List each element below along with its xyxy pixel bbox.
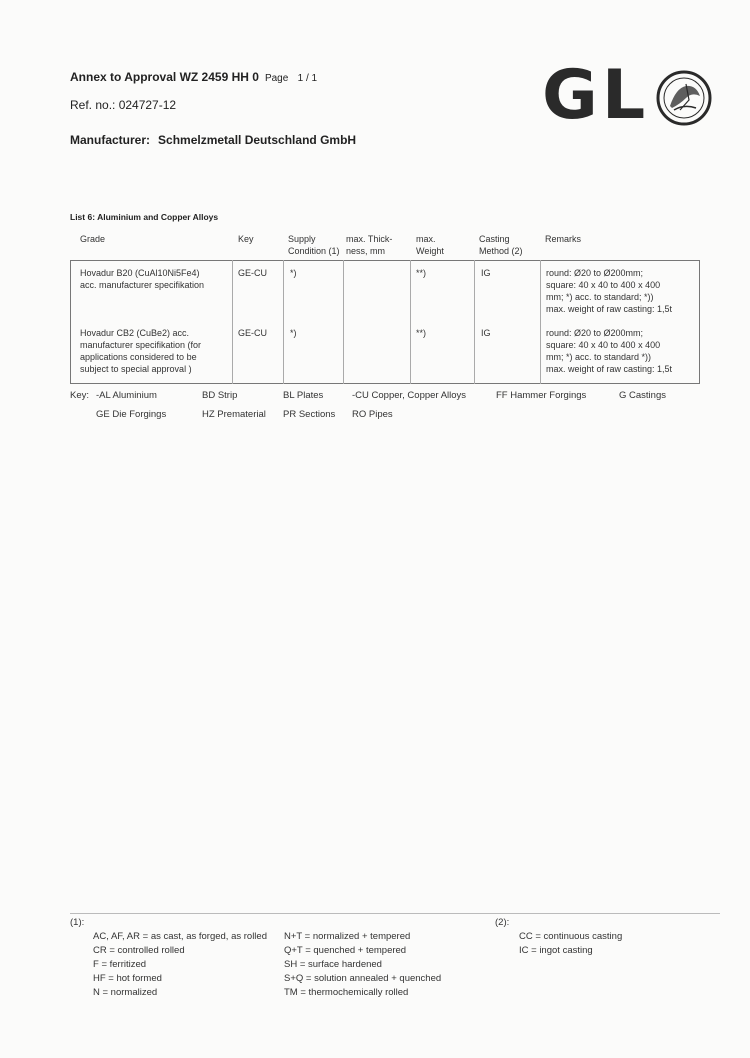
key-item: G Castings <box>619 390 666 401</box>
row-supply: *) <box>290 268 297 278</box>
row-key: GE-CU <box>238 328 267 338</box>
column-header-thickness-line2: ness, mm <box>346 246 386 256</box>
footnote-entry: N+T = normalized + tempered <box>284 931 411 942</box>
page-label: Page <box>264 73 289 84</box>
key-item: FF Hammer Forgings <box>496 390 587 401</box>
footnote-entry: CR = controlled rolled <box>93 945 185 956</box>
footnote-entry: CC = continuous casting <box>519 931 623 942</box>
footnote-entry: HF = hot formed <box>93 973 162 984</box>
row-grade-line: applications considered to be <box>80 352 197 362</box>
footnote-entry: Q+T = quenched + tempered <box>284 945 407 956</box>
key-item: RO Pipes <box>352 409 393 420</box>
reference-number: Ref. no.: 024727-12 <box>70 98 177 112</box>
footnote-entry: S+Q = solution annealed + quenched <box>284 973 442 984</box>
footnote-1-column-1 <box>93 930 267 1000</box>
manufacturer-label: Manufacturer: <box>70 133 151 147</box>
row-remarks <box>546 327 672 375</box>
row-weight: **) <box>416 328 427 338</box>
key-label: Key: <box>70 390 90 401</box>
column-header-remarks: Remarks <box>545 234 582 244</box>
key-item: GE Die Forgings <box>96 409 167 420</box>
row-grade-line: Hovadur CB2 (CuBe2) acc. <box>80 328 190 338</box>
approval-title <box>70 70 317 84</box>
table-divider <box>343 260 344 384</box>
manufacturer-name: Schmelzmetall Deutschland GmbH <box>158 133 357 147</box>
column-header-thickness <box>346 233 392 257</box>
row-remarks-line: max. weight of raw casting: 1,5t <box>546 364 673 374</box>
column-header-grade: Grade <box>80 234 106 244</box>
footnote-entry: SH = surface hardened <box>284 959 382 970</box>
row-grade <box>80 327 201 375</box>
row-remarks-line: mm; *) acc. to standard *)) <box>546 352 652 362</box>
row-weight: **) <box>416 268 427 278</box>
list-title: List 6: Aluminium and Copper Alloys <box>70 212 219 222</box>
column-header-weight-line1: max. <box>416 234 436 244</box>
footnote-entry: F = ferritized <box>93 959 147 970</box>
key-item: BD Strip <box>202 390 238 401</box>
table-divider <box>410 260 411 384</box>
row-remarks-line: square: 40 x 40 to 400 x 400 <box>546 280 661 290</box>
key-item: HZ Prematerial <box>202 409 266 420</box>
row-grade-line: subject to special approval ) <box>80 364 192 374</box>
gl-logo-text: GL <box>542 56 650 135</box>
footnote-entry: TM = thermochemically rolled <box>284 987 409 998</box>
column-header-key: Key <box>238 234 254 244</box>
key-item: BL Plates <box>283 390 324 401</box>
key-item: -CU Copper, Copper Alloys <box>352 390 467 401</box>
table-divider <box>474 260 475 384</box>
column-header-thickness-line1: max. Thick- <box>346 234 393 244</box>
row-casting: IG <box>481 268 491 278</box>
gl-seal-icon <box>656 70 712 126</box>
row-grade-line: Hovadur B20 (CuAl10Ni5Fe4) <box>80 268 200 278</box>
column-header-casting <box>479 233 523 257</box>
row-remarks <box>546 267 672 315</box>
key-item: -AL Aluminium <box>96 390 157 401</box>
column-header-casting-line1: Casting <box>479 234 510 244</box>
footnote-entry: AC, AF, AR = as cast, as forged, as rolled <box>93 931 267 942</box>
row-casting: IG <box>481 328 491 338</box>
column-header-weight-line2: Weight <box>416 246 444 256</box>
row-remarks-line: round: Ø20 to Ø200mm; <box>546 268 644 278</box>
approval-title-text: Annex to Approval WZ 2459 HH 0 <box>70 70 259 84</box>
row-remarks-line: mm; *) acc. to standard; *)) <box>546 292 654 302</box>
footnote-2-label: (2): <box>495 917 510 928</box>
footnote-1-column-2 <box>284 930 441 1000</box>
column-header-casting-line2: Method (2) <box>479 246 523 256</box>
row-remarks-line: square: 40 x 40 to 400 x 400 <box>546 340 661 350</box>
table-divider <box>283 260 284 384</box>
footnote-1-label: (1): <box>70 917 85 928</box>
row-grade-line: acc. manufacturer specifikation <box>80 280 205 290</box>
row-remarks-line: max. weight of raw casting: 1,5t <box>546 304 673 314</box>
column-header-supply-line1: Supply <box>288 234 316 244</box>
row-supply: *) <box>290 328 297 338</box>
row-remarks-line: round: Ø20 to Ø200mm; <box>546 328 644 338</box>
footnote-divider <box>70 913 720 914</box>
column-header-supply <box>288 233 340 257</box>
row-key: GE-CU <box>238 268 267 278</box>
manufacturer <box>70 133 364 147</box>
row-grade <box>80 267 204 291</box>
column-header-weight <box>416 233 444 257</box>
table-divider <box>232 260 233 384</box>
footnote-entry: N = normalized <box>93 987 158 998</box>
column-header-supply-line2: Condition (1) <box>288 246 340 256</box>
footnote-2-column <box>519 930 622 958</box>
table-divider <box>540 260 541 384</box>
key-item: PR Sections <box>283 409 336 420</box>
footnote-entry: IC = ingot casting <box>519 945 593 956</box>
page-number: 1 / 1 <box>297 73 318 84</box>
row-grade-line: manufacturer specifikation (for <box>80 340 202 350</box>
